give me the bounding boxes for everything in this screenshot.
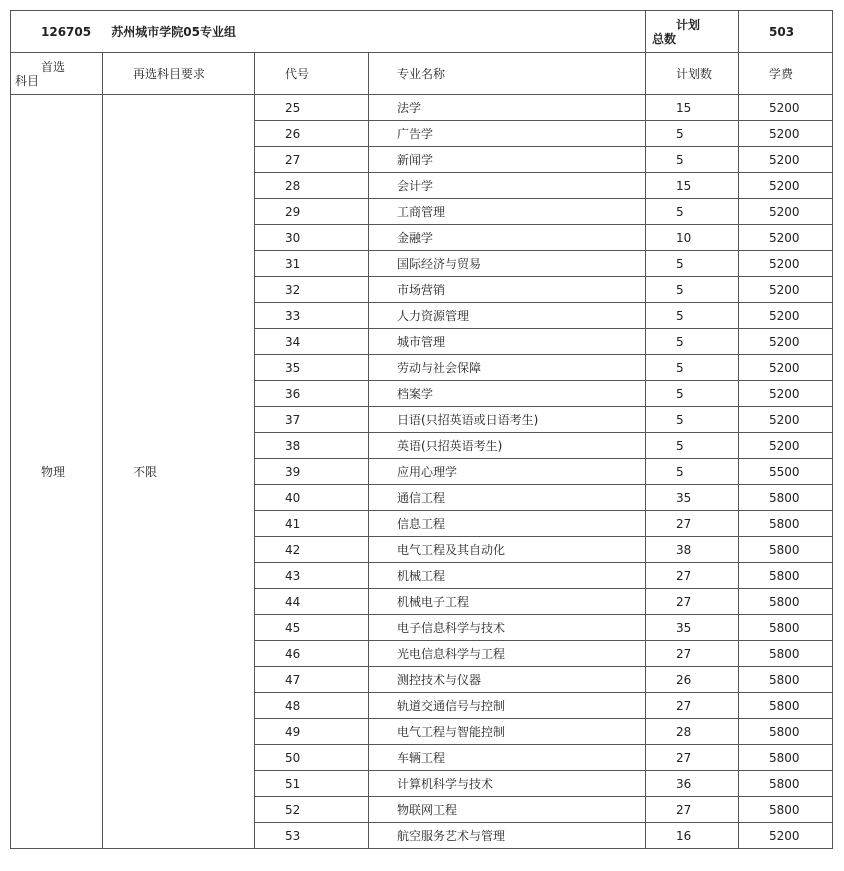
- major-name: 电气工程及其自动化: [369, 537, 646, 563]
- major-code: 34: [255, 329, 369, 355]
- major-name: 光电信息科学与工程: [369, 641, 646, 667]
- plan-count: 5: [646, 407, 739, 433]
- major-code: 27: [255, 147, 369, 173]
- group-title-cell: [11, 11, 646, 53]
- major-code: 31: [255, 251, 369, 277]
- col-plan-count: 计划数: [646, 53, 739, 95]
- plan-count: 35: [646, 615, 739, 641]
- major-name: 会计学: [369, 173, 646, 199]
- col-tuition: 学费: [739, 53, 833, 95]
- tuition: 5800: [739, 693, 833, 719]
- major-name: 国际经济与贸易: [369, 251, 646, 277]
- major-name: 信息工程: [369, 511, 646, 537]
- major-name: 测控技术与仪器: [369, 667, 646, 693]
- admission-plan-table: [10, 10, 833, 849]
- plan-count: 5: [646, 199, 739, 225]
- plan-total-label-line2: 总数: [652, 31, 677, 46]
- plan-count: 5: [646, 147, 739, 173]
- tuition: 5200: [739, 121, 833, 147]
- tuition: 5800: [739, 771, 833, 797]
- plan-count: 5: [646, 277, 739, 303]
- tuition: 5800: [739, 745, 833, 771]
- major-name: 航空服务艺术与管理: [369, 823, 646, 849]
- plan-count: 35: [646, 485, 739, 511]
- major-code: 45: [255, 615, 369, 641]
- major-name: 应用心理学: [369, 459, 646, 485]
- major-name: 新闻学: [369, 147, 646, 173]
- major-code: 40: [255, 485, 369, 511]
- plan-count: 27: [646, 589, 739, 615]
- major-name: 工商管理: [369, 199, 646, 225]
- major-name: 车辆工程: [369, 745, 646, 771]
- col-first-subject-line2: 科目: [15, 73, 40, 88]
- major-name: 广告学: [369, 121, 646, 147]
- major-code: 52: [255, 797, 369, 823]
- major-name: 物联网工程: [369, 797, 646, 823]
- major-name: 机械工程: [369, 563, 646, 589]
- major-name: 劳动与社会保障: [369, 355, 646, 381]
- group-name: 苏州城市学院05专业组: [111, 24, 236, 39]
- plan-count: 27: [646, 797, 739, 823]
- major-name: 金融学: [369, 225, 646, 251]
- group-code: 126705: [41, 24, 92, 39]
- plan-total-label-cell: [646, 11, 739, 53]
- major-code: 49: [255, 719, 369, 745]
- major-code: 41: [255, 511, 369, 537]
- tuition: 5800: [739, 719, 833, 745]
- plan-count: 15: [646, 95, 739, 121]
- major-code: 37: [255, 407, 369, 433]
- tuition: 5200: [739, 251, 833, 277]
- major-code: 48: [255, 693, 369, 719]
- major-code: 51: [255, 771, 369, 797]
- major-code: 36: [255, 381, 369, 407]
- table-row: [11, 95, 833, 121]
- major-code: 50: [255, 745, 369, 771]
- tuition: 5200: [739, 823, 833, 849]
- plan-count: 27: [646, 745, 739, 771]
- plan-count: 5: [646, 355, 739, 381]
- major-name: 机械电子工程: [369, 589, 646, 615]
- col-code: 代号: [255, 53, 369, 95]
- tuition: 5200: [739, 303, 833, 329]
- plan-count: 5: [646, 433, 739, 459]
- major-name: 通信工程: [369, 485, 646, 511]
- tuition: 5200: [739, 225, 833, 251]
- plan-count: 5: [646, 121, 739, 147]
- tuition: 5200: [739, 355, 833, 381]
- major-name: 法学: [369, 95, 646, 121]
- tuition: 5800: [739, 511, 833, 537]
- major-code: 44: [255, 589, 369, 615]
- major-name: 档案学: [369, 381, 646, 407]
- first-subject-value: 物理: [11, 95, 103, 849]
- plan-count: 5: [646, 251, 739, 277]
- major-code: 33: [255, 303, 369, 329]
- major-code: 25: [255, 95, 369, 121]
- major-code: 29: [255, 199, 369, 225]
- major-code: 43: [255, 563, 369, 589]
- plan-count: 10: [646, 225, 739, 251]
- major-code: 47: [255, 667, 369, 693]
- major-name: 日语(只招英语或日语考生): [369, 407, 646, 433]
- major-code: 46: [255, 641, 369, 667]
- col-first-subject-line1: 首选: [41, 59, 66, 74]
- plan-total-label-line1: 计划: [676, 17, 701, 32]
- column-header-row: [11, 53, 833, 95]
- plan-count: 28: [646, 719, 739, 745]
- major-name: 轨道交通信号与控制: [369, 693, 646, 719]
- tuition: 5200: [739, 95, 833, 121]
- major-name: 英语(只招英语考生): [369, 433, 646, 459]
- major-name: 城市管理: [369, 329, 646, 355]
- tuition: 5500: [739, 459, 833, 485]
- tuition: 5200: [739, 407, 833, 433]
- col-major-name: 专业名称: [369, 53, 646, 95]
- plan-count: 16: [646, 823, 739, 849]
- plan-count: 27: [646, 511, 739, 537]
- major-code: 42: [255, 537, 369, 563]
- plan-count: 15: [646, 173, 739, 199]
- plan-count: 5: [646, 303, 739, 329]
- major-name: 市场营销: [369, 277, 646, 303]
- col-first-subject: [11, 53, 103, 95]
- tuition: 5200: [739, 433, 833, 459]
- tuition: 5800: [739, 537, 833, 563]
- major-name: 计算机科学与技术: [369, 771, 646, 797]
- tuition: 5200: [739, 147, 833, 173]
- tuition: 5800: [739, 485, 833, 511]
- major-code: 53: [255, 823, 369, 849]
- tuition: 5200: [739, 381, 833, 407]
- major-code: 26: [255, 121, 369, 147]
- major-code: 38: [255, 433, 369, 459]
- major-code: 32: [255, 277, 369, 303]
- col-reselect-requirement: 再选科目要求: [103, 53, 255, 95]
- major-code: 28: [255, 173, 369, 199]
- major-name: 电子信息科学与技术: [369, 615, 646, 641]
- major-name: 电气工程与智能控制: [369, 719, 646, 745]
- tuition: 5200: [739, 173, 833, 199]
- reselect-requirement-value: 不限: [103, 95, 255, 849]
- plan-count: 5: [646, 459, 739, 485]
- tuition: 5800: [739, 797, 833, 823]
- plan-count: 38: [646, 537, 739, 563]
- tuition: 5800: [739, 667, 833, 693]
- tuition: 5200: [739, 199, 833, 225]
- tuition: 5200: [739, 277, 833, 303]
- tuition: 5800: [739, 589, 833, 615]
- plan-count: 5: [646, 381, 739, 407]
- tuition: 5800: [739, 615, 833, 641]
- plan-count: 27: [646, 641, 739, 667]
- tuition: 5800: [739, 563, 833, 589]
- major-code: 39: [255, 459, 369, 485]
- major-code: 30: [255, 225, 369, 251]
- tuition: 5800: [739, 641, 833, 667]
- major-code: 35: [255, 355, 369, 381]
- group-header-row: [11, 11, 833, 53]
- plan-count: 26: [646, 667, 739, 693]
- plan-count: 27: [646, 693, 739, 719]
- tuition: 5200: [739, 329, 833, 355]
- plan-count: 5: [646, 329, 739, 355]
- plan-count: 36: [646, 771, 739, 797]
- plan-count: 27: [646, 563, 739, 589]
- plan-total-value: 503: [739, 11, 833, 53]
- major-name: 人力资源管理: [369, 303, 646, 329]
